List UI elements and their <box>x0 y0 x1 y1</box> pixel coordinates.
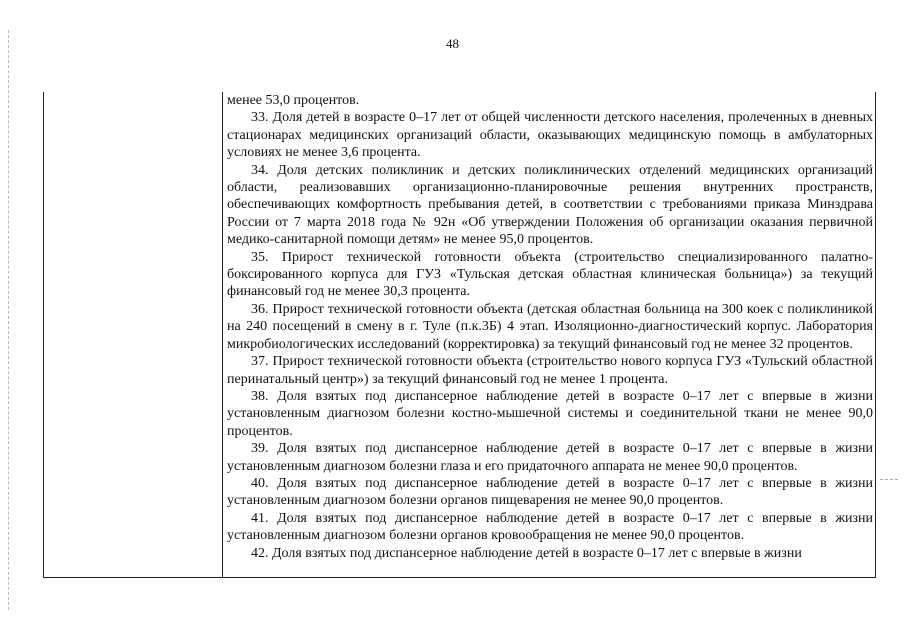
paragraph-item-40: 40. Доля взятых под диспансерное наблюдение детей в возрасте 0–17 лет с впервые в жизни установленным диагнозом болезни органов пищеварения не менее 90,0 процентов. <box>227 475 873 509</box>
scan-edge-mark <box>880 479 898 480</box>
document-table <box>43 92 876 578</box>
paragraph-item-35: 35. Прирост технической готовности объекта (строительство специализированного палатно-боксированного корпуса для ГУЗ «Тульская детская областная клиническая больница») за текущий финансовый год не менее 30,3 процента. <box>227 249 873 300</box>
table-left-cell <box>44 92 223 578</box>
table-row <box>44 92 876 578</box>
paragraph-item-36: 36. Прирост технической готовности объекта (детская областная больница на 300 коек с поликлиникой на 240 посещений в смену в г. Туле (п.к.3Б) 4 этап. Изоляционно-диагностический корпус. Лаборатория микробиологических исследований (корректировка) за текущий финансовый год не менее 32 процентов. <box>227 301 873 352</box>
paragraph-item-37: 37. Прирост технической готовности объекта (строительство нового корпуса ГУЗ «Тульский областной перинатальный центр») за текущий финансовый год не менее 1 процента. <box>227 354 873 387</box>
scan-margin-mark <box>8 30 10 610</box>
paragraph-item-42: 42. Доля взятых под диспансерное наблюдение детей в возрасте 0–17 лет с впервые в жизни <box>251 545 802 561</box>
paragraph-item-34: 34. Доля детских поликлиник и детских поликлинических отделений медицинских организаций области, реализовавших организационно-планировочные решения внутренних пространств, обеспечивающих комфортность пребывания детей, в соответствии с требованиями приказа Минздрава России от 7 марта 2018 года № 92н «Об утверждении Положения об организации оказания первичной медико-санитарной помощи детям» не менее 95,0 процентов. <box>227 162 873 248</box>
page-number: 48 <box>446 36 459 51</box>
paragraph-item-38: 38. Доля взятых под диспансерное наблюдение детей в возрасте 0–17 лет с впервые в жизни установленным диагнозом болезни костно-мышечной системы и соединительной ткани не менее 90,0 процентов. <box>227 388 873 439</box>
table-right-cell <box>223 92 876 578</box>
paragraph-continuation: менее 53,0 процентов. <box>227 93 360 108</box>
paragraph-item-39: 39. Доля взятых под диспансерное наблюдение детей в возрасте 0–17 лет с впервые в жизни установленным диагнозом болезни глаза и его придаточного аппарата не менее 90,0 процентов. <box>227 441 873 474</box>
paragraph-item-33: 33. Доля детей в возрасте 0–17 лет от общей численности детского населения, пролеченных в дневных стационарах медицинских организаций области, оказывающих медицинскую помощь в амбулаторных условиях не менее 3,6 процента. <box>227 110 873 161</box>
paragraph-item-41: 41. Доля взятых под диспансерное наблюдение детей в возрасте 0–17 лет с впервые в жизни установленным диагнозом болезни органов кровообращения не менее 90,0 процентов. <box>227 510 873 544</box>
